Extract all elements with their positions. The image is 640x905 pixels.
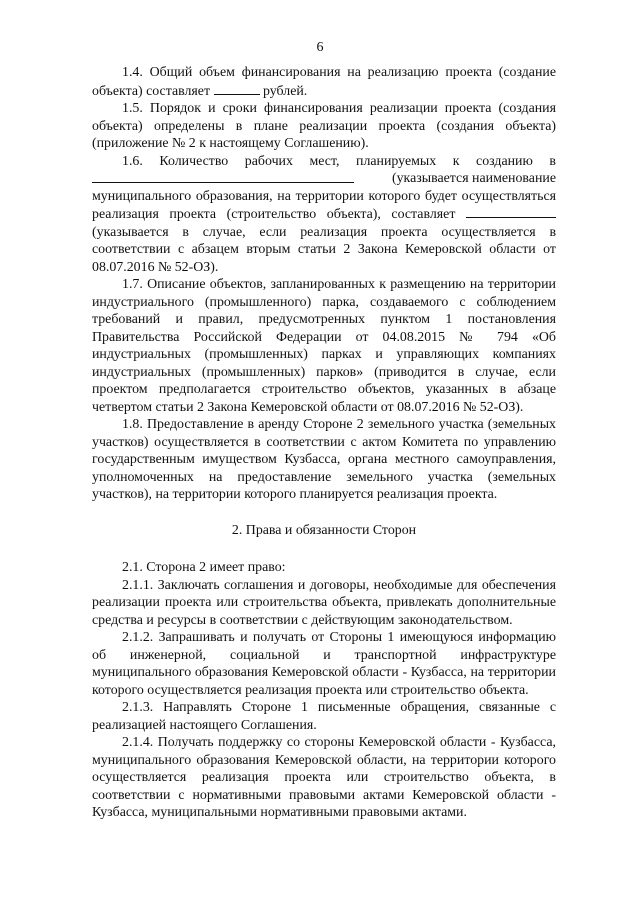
blank-line (214, 82, 260, 95)
paragraph-1-6-rest (92, 188, 556, 277)
paragraph-1-4 (92, 64, 556, 100)
paragraph-1-6-line1: 1.6. Количество рабочих мест, планируемых к созданию в (122, 153, 556, 169)
blank-line (466, 205, 556, 218)
paragraph-1-6-rest2-text: (указывается в случае, если реализация проекта осуществляется в соответствии с абзацем вторым статьи 2 Закона Кемеровской области от 08.07.2016 № 52-ОЗ). (92, 224, 556, 275)
paragraph-2-1-4: 2.1.4. Получать поддержку со стороны Кемеровской области - Кузбасса, муниципального образования Кемеровской области, на территории которого осуществляется реализация проекта или строительство объекта, в соответствии с нормативными правовыми актами Кемеровской области - Кузбасса, муниципальными нормативными правовыми актами. (92, 735, 556, 820)
paragraph-1-6-line2 (92, 170, 556, 188)
paragraph-1-8: 1.8. Предоставление в аренду Стороне 2 земельного участка (земельных участков) осуществляется в соответствии с актом Комитета по управлению государственным имуществом Кузбасса, органа местного самоуправления, уполномоченных на предоставление земельного участка (земельных участков), на территории которого планируется реализация проекта. (92, 417, 556, 502)
paragraph-2-1-3: 2.1.3. Направлять Стороне 1 письменные обращения, связанные с реализацией настоящего Соглашения. (92, 700, 556, 733)
page-number: 6 (316, 40, 324, 55)
paragraph-1-6-line2-text: (указывается наименование (391, 171, 556, 186)
blank-line (92, 170, 354, 183)
document-body (92, 64, 556, 822)
paragraph-1-5: 1.5. Порядок и сроки финансирования реализации проекта (создания объекта) определены в плане реализации проекта (создания объекта) (приложение № 2 к настоящему Соглашению). (92, 101, 556, 151)
paragraph-2-1-2: 2.1.2. Запрашивать и получать от Стороны 1 имеющуюся информацию об инженерной, социальной и транспортной инфраструктуре муниципального образования Кемеровской области - Кузбасса, на территории которого осуществляется реализация проекта или строительство объекта. (92, 630, 556, 698)
paragraph-1-7: 1.7. Описание объектов, запланированных к размещению на территории индустриального (промышленного) парка, создаваемого с соблюдением требований и правил, предусмотренных пунктом 1 постановления Правительства Российской Федерации от 04.08.2015 № 794 «Об индустриальных (промышленных) парках и управляющих компаниях индустриальных (промышленных) парков» (приводится в случае, если проектом предполагается строительство объектов, указанных в абзаце четвертом статьи 2 Закона Кемеровской области от 08.07.2016 № 52-ОЗ). (92, 277, 556, 415)
paragraph-1-4-text: 1.4. Общий объем финансирования на реализацию проекта (создание объекта) составляет (92, 65, 556, 99)
section-heading: 2. Права и обязанности Сторон (231, 522, 417, 538)
paragraph-1-4-tail: рублей. (263, 83, 308, 99)
paragraph-2-1: 2.1. Сторона 2 имеет право: (122, 560, 286, 575)
paragraph-1-6-rest-text: муниципального образования, на территории которого будет осуществляться реализация проекта (строительство объекта), составляет (92, 188, 556, 222)
paragraph-2-1-1: 2.1.1. Заключать соглашения и договоры, необходимые для обеспечения реализации проекта или строительства объекта, привлекать дополнительные средства и ресурсы в соответствии с действующим законодательством. (92, 577, 556, 628)
